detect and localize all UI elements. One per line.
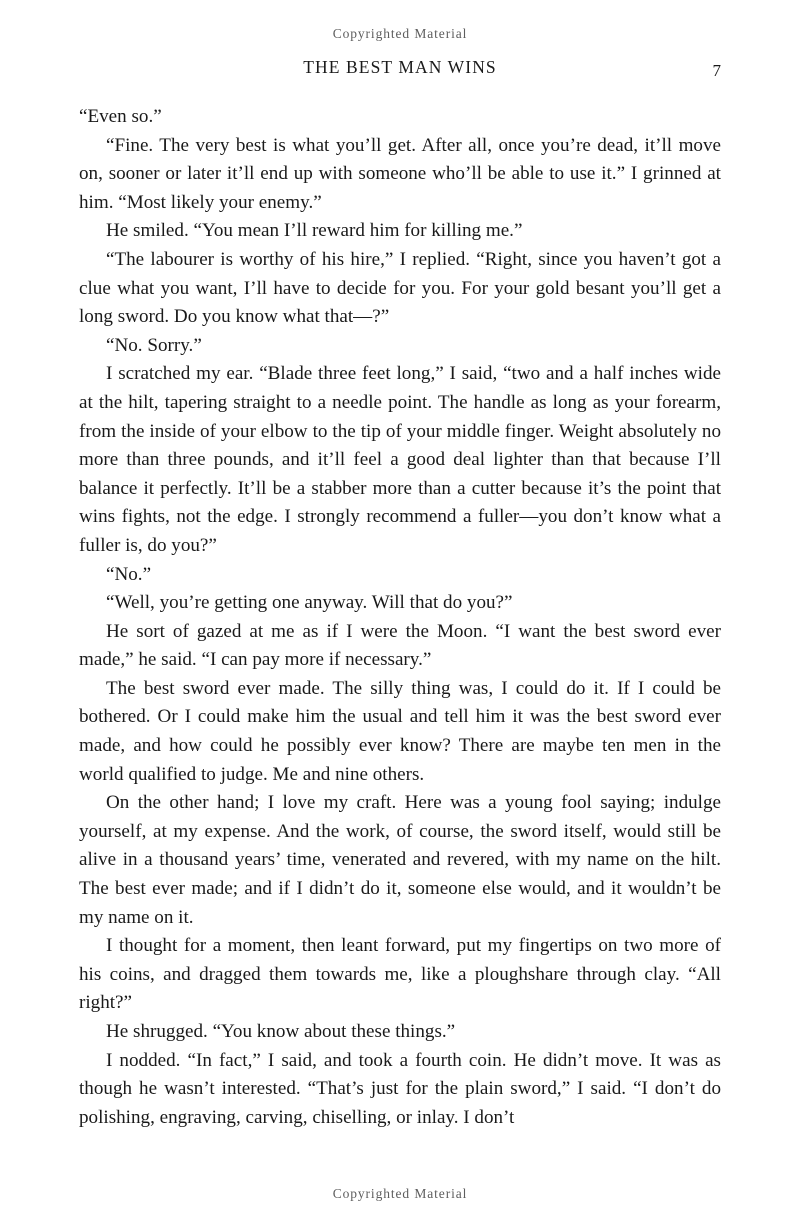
paragraph: He sort of gazed at me as if I were the Moon. “I want the best sword ever made,” he said. “I can pay more if necessary.”: [79, 620, 721, 671]
paragraph: “No. Sorry.”: [106, 334, 202, 356]
running-head: [0, 57, 800, 78]
paragraph: I nodded. “In fact,” I said, and took a fourth coin. He didn’t move. It was as though he wasn’t interested. “That’s just for the plain sword,” I said. “I don’t do polishing, engraving, carving, chiselling, or inlay. I don’t: [79, 1049, 721, 1128]
page-number: 7: [712, 61, 721, 80]
paragraph: The best sword ever made. The silly thing was, I could do it. If I could be bothered. Or I could make him the usual and tell him it was the best sword ever made, and how could he possibly ever know? There are maybe ten men in the world qualified to judge. Me and nine others.: [79, 677, 721, 785]
paragraph: “Well, you’re getting one anyway. Will that do you?”: [106, 592, 513, 614]
copyright-watermark-top: Copyrighted Material: [332, 26, 468, 41]
body-text: [79, 103, 721, 1132]
paragraph: He smiled. “You mean I’ll reward him for killing me.”: [106, 220, 523, 242]
paragraph: “No.”: [106, 563, 152, 585]
paragraph: I thought for a moment, then leant forward, put my fingertips on two more of his coins, and dragged them towards me, like a ploughshare through clay. “All right?”: [79, 935, 721, 1014]
paragraph: I scratched my ear. “Blade three feet long,” I said, “two and a half inches wide at the hilt, tapering straight to a needle point. The handle as long as your forearm, from the inside of your elbow to the tip of your middle finger. Weight absolutely no more than three pounds, and it’ll feel a good deal lighter than that because I’ll balance it perfectly. It’ll be a stabber more than a cutter because it’s the point that wins fights, not the edge. I strongly recommend a fuller—you don’t know what a fuller is, do you?”: [79, 363, 721, 556]
paragraph: He shrugged. “You know about these things.”: [106, 1021, 456, 1042]
paragraph: “Fine. The very best is what you’ll get. After all, once you’re dead, it’ll move on, sooner or later it’ll end up with someone who’ll be able to use it.” I grinned at him. “Most likely your enemy.”: [79, 134, 721, 213]
running-head-title: THE BEST MAN WINS: [303, 57, 497, 77]
copyright-watermark-bottom: Copyrighted Material: [332, 1186, 468, 1201]
paragraph: “Even so.”: [79, 106, 162, 127]
paragraph: “The labourer is worthy of his hire,” I replied. “Right, since you haven’t got a clue what you want, I’ll have to decide for you. For your gold besant you’ll get a long sword. Do you know what that—?”: [79, 248, 721, 328]
paragraph: On the other hand; I love my craft. Here was a young fool saying; indulge yourself, at my expense. And the work, of course, the sword itself, would still be alive in a thousand years’ time, venerated and revered, with my name on the hilt. The best ever made; and if I didn’t do it, someone else would, and it wouldn’t be my name on it.: [79, 792, 721, 928]
